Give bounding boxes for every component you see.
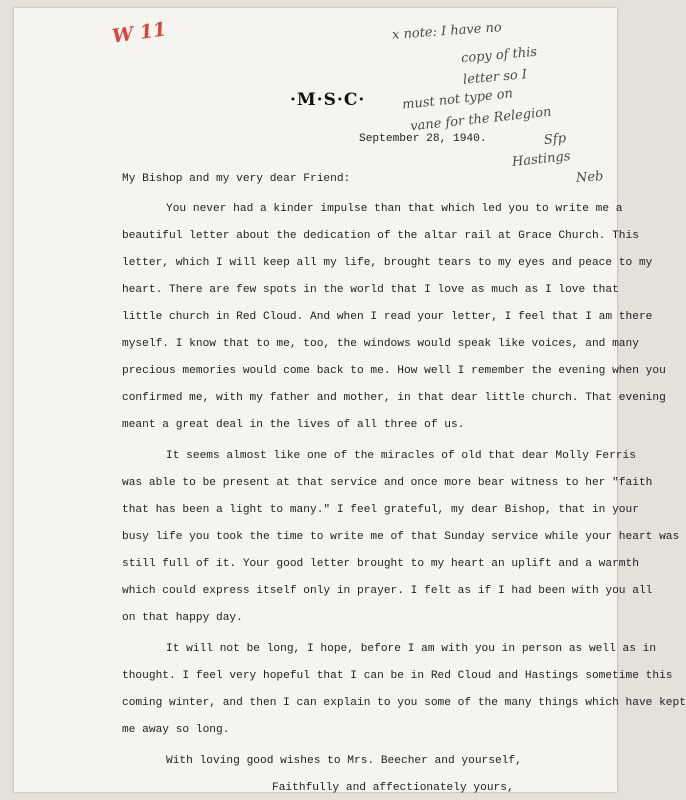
- margin-note-line: letter so I: [462, 67, 528, 88]
- body-line: confirmed me, with my father and mother, in that dear little church. That evening: [122, 392, 666, 404]
- margin-note-line: x note: I have no: [391, 20, 503, 43]
- body-line: myself. I know that to me, too, the windows would speak like voices, and many: [122, 338, 639, 350]
- letter-paper: [14, 8, 686, 794]
- margin-note-line: vane for the Relegion: [409, 104, 553, 135]
- body-line: was able to be present at that service and once more bear witness to her "faith: [122, 477, 653, 489]
- body-line: on that happy day.: [122, 612, 243, 624]
- body-line: that has been a light to many." I feel grateful, my dear Bishop, that in your: [122, 504, 639, 516]
- red-ink-mark: W 11: [110, 18, 168, 48]
- margin-note-line: Neb: [575, 169, 604, 186]
- body-line: little church in Red Cloud. And when I read your letter, I feel that I am there: [122, 311, 653, 323]
- body-line: me away so long.: [122, 724, 230, 736]
- body-line: meant a great deal in the lives of all three of us.: [122, 419, 465, 431]
- body-line: still full of it. Your good letter brought to my heart an uplift and a warmth: [122, 558, 639, 570]
- body-line: coming winter, and then I can explain to you some of the many things which have kept: [122, 697, 686, 709]
- body-line: precious memories would come back to me. How well I remember the evening when you: [122, 365, 666, 377]
- margin-note-line: Hastings: [511, 148, 572, 171]
- body-line: heart. There are few spots in the world that I love as much as I love that: [122, 284, 619, 296]
- body-line: You never had a kinder impulse than that which led you to write me a: [166, 203, 623, 215]
- body-line: letter, which I will keep all my life, brought tears to my eyes and peace to my: [122, 257, 653, 269]
- margin-note-line: copy of this: [460, 44, 538, 67]
- body-line: With loving good wishes to Mrs. Beecher and yourself,: [166, 755, 522, 767]
- salutation: My Bishop and my very dear Friend:: [122, 173, 351, 185]
- body-line: thought. I feel very hopeful that I can be in Red Cloud and Hastings sometime this: [122, 670, 673, 682]
- body-line: beautiful letter about the dedication of the altar rail at Grace Church. This: [122, 230, 639, 242]
- body-line: It will not be long, I hope, before I am with you in person as well as in: [166, 643, 657, 655]
- body-line: which could express itself only in prayer. I felt as if I had been with you all: [122, 585, 653, 597]
- margin-note-line: must not type on: [401, 86, 514, 113]
- body-line: It seems almost like one of the miracles of old that dear Molly Ferris: [166, 450, 636, 462]
- closing: Faithfully and affectionately yours,: [272, 782, 514, 794]
- letter-date: September 28, 1940.: [359, 133, 487, 145]
- body-line: busy life you took the time to write me of that Sunday service while your heart was: [122, 531, 680, 543]
- margin-note-line: Sfp: [543, 130, 567, 149]
- letterhead-monogram: ·M·S·C·: [290, 90, 366, 110]
